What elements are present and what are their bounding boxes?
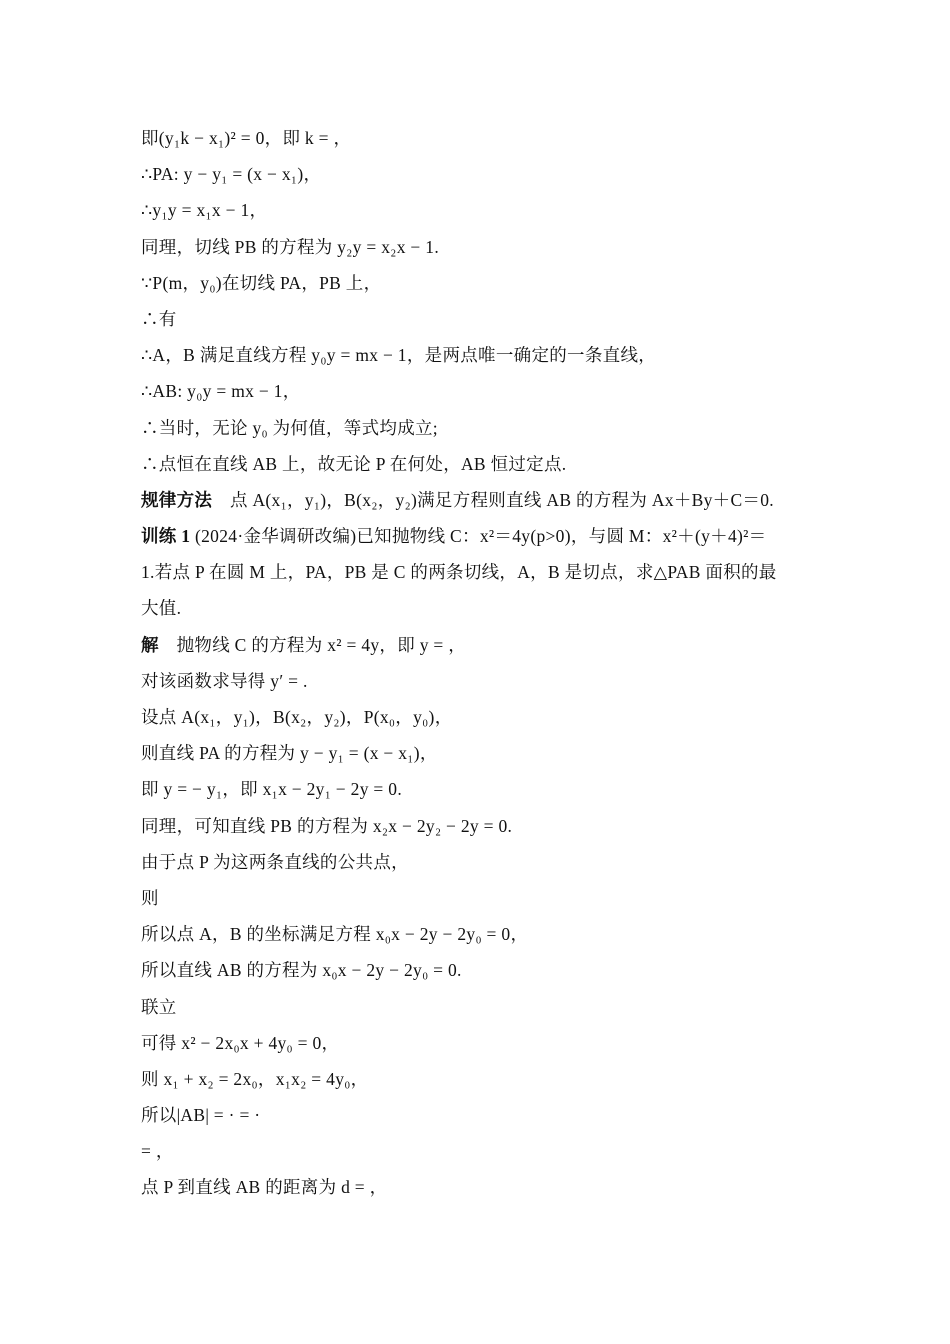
text-line: 联立 <box>141 996 177 1017</box>
method-label: 规律方法 <box>141 489 213 510</box>
text-line: ∴点恒在直线 AB 上，故无论 P 在何处，AB 恒过定点. <box>141 453 567 474</box>
text-line: ∴当时，无论 y₀ 为何值，等式均成立; <box>141 417 438 438</box>
text-line: 所以|AB| = · = · <box>141 1105 261 1126</box>
text-line: 大值. <box>141 598 182 619</box>
text-line: 所以直线 AB 的方程为 x₀x − 2y − 2y₀ = 0. <box>141 960 462 981</box>
text-line: ∴y₁y = x₁x − 1， <box>141 200 268 221</box>
solution-heading <box>141 627 821 663</box>
text-line: 同理，切线 PB 的方程为 y₂y = x₂x − 1. <box>141 236 439 257</box>
text-line: ∴有 <box>141 308 177 329</box>
document-body <box>141 120 821 1206</box>
text-line: 同理，可知直线 PB 的方程为 x₂x − 2y₂ − 2y = 0. <box>141 815 513 836</box>
exercise-text: (2024·金华调研改编)已知抛物线 C：x²＝4y(p>0)，与圆 M：x²＋(y＋4)²＝ <box>190 526 767 547</box>
method-summary <box>141 482 821 518</box>
exercise-heading <box>141 518 821 554</box>
text-line: 则 <box>141 887 159 908</box>
text-line: 所以点 A，B 的坐标满足方程 x₀x − 2y − 2y₀ = 0， <box>141 924 529 945</box>
text-line: 点 P 到直线 AB 的距离为 d = ， <box>141 1177 388 1198</box>
text-line: ∴PA: y − y₁ = (x − x₁)， <box>141 164 322 185</box>
text-line: 对该函数求导得 y′ = . <box>141 670 308 691</box>
text-line: 即(y₁k − x₁)² = 0，即 k = ， <box>141 128 352 148</box>
text-line: ∴A，B 满足直线方程 y₀y = mx − 1，是两点唯一确定的一条直线， <box>141 345 657 366</box>
solution-label: 解 <box>141 634 159 655</box>
text-line: ∵P(m，y₀)在切线 PA，PB 上， <box>141 272 382 293</box>
method-text: 点 A(x₁，y₁)，B(x₂，y₂)满足方程则直线 AB 的方程为 Ax＋By＋C＝0. <box>212 489 774 510</box>
text-line: ∴AB: y₀y = mx − 1， <box>141 381 301 402</box>
text-line: 1.若点 P 在圆 M 上，PA，PB 是 C 的两条切线，A，B 是切点，求△PAB 面积的最 <box>141 562 777 583</box>
text-line: 设点 A(x₁，y₁)，B(x₂，y₂)，P(x₀，y₀)， <box>141 707 453 727</box>
text-line: 可得 x² − 2x₀x + 4y₀ = 0， <box>141 1032 340 1053</box>
text-line: 则 x₁ + x₂ = 2x₀，x₁x₂ = 4y₀， <box>141 1068 369 1089</box>
solution-text: 抛物线 C 的方程为 x² = 4y，即 y = ， <box>158 634 467 655</box>
text-line: 即 y = − y₁，即 x₁x − 2y₁ − 2y = 0. <box>141 779 402 800</box>
text-line: 则直线 PA 的方程为 y − y₁ = (x − x₁)， <box>141 743 438 764</box>
exercise-label: 训练 1 <box>141 526 191 547</box>
text-line: = ， <box>141 1141 174 1162</box>
text-line: 由于点 P 为这两条直线的公共点， <box>141 851 409 872</box>
